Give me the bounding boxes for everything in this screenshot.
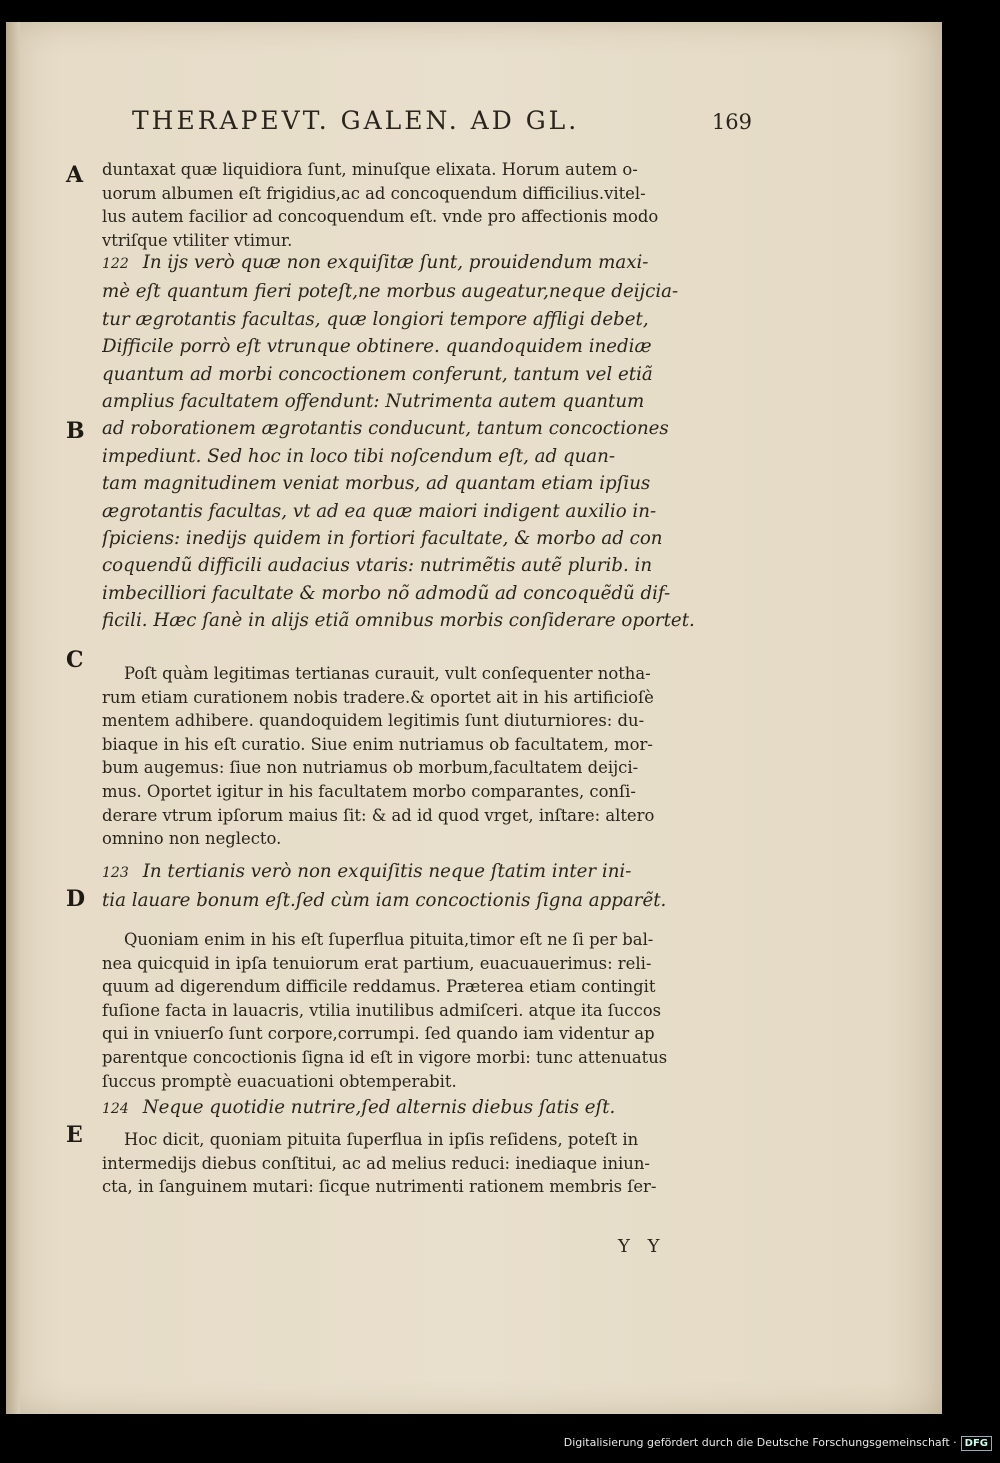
- aphorism-number: 123: [102, 865, 129, 881]
- text-line: derare vtrum ipſorum maius ſit: & ad id quod vrget, inſtare: altero: [102, 805, 655, 825]
- text-line: impediunt. Sed hoc in loco tibi noſcendum eſt, ad quan-: [102, 445, 615, 467]
- text-line: quum ad digerendum difficile reddamus. Præterea etiam contingit: [102, 977, 656, 997]
- text-line: ſuccus promptè euacuationi obtemperabit.: [102, 1071, 457, 1091]
- text-line: Poſt quàm legitimas tertianas curauit, vult conſequenter notha-: [124, 664, 651, 683]
- text-line: tia lauare bonum eſt.ſed cùm iam concoctionis ſigna apparẽt.: [102, 890, 667, 912]
- text-line: In ijs verò quæ non exquiſitæ ſunt, prouidendum maxi-: [142, 252, 649, 273]
- aphorism-122: [102, 249, 742, 635]
- text-line: ficili. Hæc ſanè in alijs etiã omnibus morbis conſiderare oportet.: [102, 610, 695, 632]
- aphorism-number: 122: [102, 256, 129, 272]
- text-line: mè eſt quantum fieri poteſt,ne morbus augeatur,neque deijcia-: [102, 281, 679, 303]
- text-line: uorum albumen eſt frigidius,ac ad concoquendum difficilius.vitel-: [102, 183, 646, 203]
- commentary-paragraph: [102, 1128, 742, 1199]
- text-line: omnino non neglecto.: [102, 829, 282, 849]
- page-number: 169: [711, 110, 752, 134]
- text-line: amplius facultatem offendunt: Nutrimenta autem quantum: [102, 391, 645, 413]
- aphorism-number: 124: [102, 1101, 129, 1117]
- text-line: nea quicquid in ipſa tenuiorum erat partium, euacuauerimus: reli-: [102, 953, 652, 973]
- signature-mark: Y Y: [618, 1236, 666, 1257]
- book-page: [6, 22, 942, 1414]
- aphorism-123: [102, 858, 742, 915]
- text-line: In tertianis verò non exquiſitis neque ſtatim inter ini-: [142, 861, 632, 882]
- commentary-paragraph: [102, 928, 742, 1093]
- footer-credit: [0, 1436, 992, 1451]
- text-line: mentem adhibere. quandoquidem legitimis ſunt diuturniores: du-: [102, 711, 645, 731]
- running-title: THERAPEVT. GALEN. AD GL.: [132, 106, 580, 135]
- commentary-paragraph: [102, 158, 742, 252]
- text-line: duntaxat quæ liquidiora ſunt, minuſque elixata. Horum autem o-: [102, 160, 638, 179]
- footer-text: Digitalisierung gefördert durch die Deutsche Forschungsgemeinschaft ·: [563, 1436, 957, 1449]
- page-gutter: [6, 22, 20, 1414]
- margin-letter-e: E: [66, 1122, 83, 1148]
- margin-letter-d: D: [66, 886, 86, 912]
- text-line: Difficile porrò eſt vtrunque obtinere. quandoquidem inediæ: [102, 336, 652, 358]
- page-header: [132, 106, 752, 146]
- text-line: mus. Oportet igitur in his facultatem morbo comparantes, conſi-: [102, 781, 636, 801]
- text-line: intermedijs diebus conſtitui, ac ad melius reduci: inediaque iniun-: [102, 1153, 650, 1173]
- text-line: parentque concoctionis ſigna id eſt in vigore morbi: tunc attenuatus: [102, 1047, 668, 1067]
- text-line: vtriſque vtiliter vtimur.: [102, 230, 293, 250]
- text-line: biaque in his eſt curatio. Siue enim nutriamus ob facultatem, mor-: [102, 734, 653, 754]
- margin-letter-a: A: [66, 162, 84, 188]
- text-line: bum augemus: ſiue non nutriamus ob morbum,facultatem deijci-: [102, 758, 639, 778]
- text-line: coquendũ difficili audacius vtaris: nutrimẽtis autẽ plurib. in: [102, 555, 653, 577]
- text-line: lus autem facilior ad concoquendum eſt. vnde pro affectionis modo: [102, 207, 659, 227]
- text-line: tur ægrotantis facultas, quæ longiori tempore affligi debet,: [102, 308, 649, 330]
- text-line: fuſione facta in lauacris, vtilia inutilibus admiſceri. atque ita ſuccos: [102, 1000, 662, 1020]
- aphorism-124: [102, 1094, 742, 1123]
- text-line: ægrotantis facultas, vt ad ea quæ maiori indigent auxilio in-: [102, 500, 657, 522]
- text-line: tam magnitudinem veniat morbus, ad quantam etiam ipſius: [102, 473, 651, 495]
- dfg-logo: DFG: [961, 1436, 992, 1451]
- margin-letter-c: C: [66, 647, 84, 673]
- commentary-paragraph: [102, 662, 742, 851]
- text-line: Quoniam enim in his eſt ſuperflua pituita,timor eſt ne ſi per bal-: [124, 930, 654, 949]
- text-line: imbecilliori facultate & morbo nõ admodũ ad concoquẽdũ dif-: [102, 582, 671, 604]
- text-line: qui in vniuerſo ſunt corpore,corrumpi. ſed quando iam videntur ap: [102, 1024, 655, 1044]
- text-line: quantum ad morbi concoctionem conferunt, tantum vel etiã: [102, 363, 653, 385]
- text-line: ad roborationem ægrotantis conducunt, tantum concoctiones: [102, 418, 669, 440]
- margin-letter-b: B: [66, 418, 85, 444]
- text-line: Hoc dicit, quoniam pituita ſuperflua in ipſis reſidens, poteſt in: [124, 1130, 639, 1149]
- text-line: ſpiciens: inedijs quidem in fortiori facultate, & morbo ad con: [102, 528, 663, 550]
- text-line: cta, in ſanguinem mutari: ſicque nutrimenti rationem membris ſer-: [102, 1177, 657, 1197]
- text-line: Neque quotidie nutrire,ſed alternis diebus ſatis eſt.: [142, 1097, 616, 1118]
- text-line: rum etiam curationem nobis tradere.& oportet ait in his artificioſè: [102, 687, 654, 707]
